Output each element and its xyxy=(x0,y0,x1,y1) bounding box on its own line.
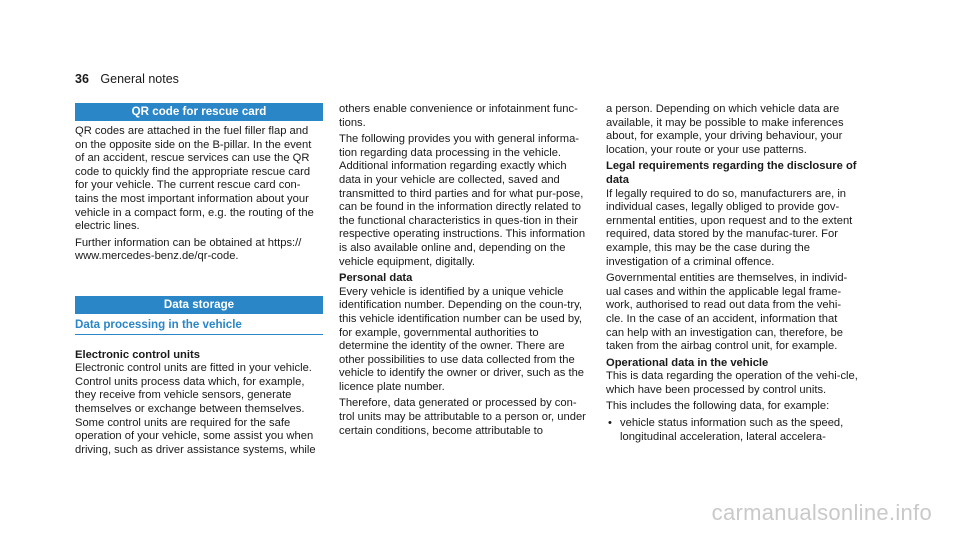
spacer xyxy=(75,267,323,296)
data-processing-heading: Data processing in the vehicle xyxy=(75,318,323,335)
paragraph: The following provides you with general informa-tion regarding data processing in the vehicle. Additional information regarding exactly which data in your vehicle are collected, saved and transmitted to third parties and for what pur-pose, can be found in the information directly related to the functional characteristics in ques-tion in their respective operating instructions. This information is also available online and, depending on the vehicle equipment, digitally. xyxy=(339,133,586,268)
paragraph: Governmental entities are themselves, in individ-ual cases and within the applicable legal frame-work, authorised to read out data from the vehi-cle. In the case of an accident, information that can help with an investigation can, therefore, be taken from the airbag control unit, for example. xyxy=(606,272,848,353)
paragraph: This is data regarding the operation of the vehi-cle, which have been processed by control units. xyxy=(606,370,858,396)
qr-code-further-info: Further information can be obtained at https:// www.mercedes-benz.de/qr-code. xyxy=(75,236,302,263)
data-storage-heading: Data storage xyxy=(75,296,323,314)
paragraph: Every vehicle is identified by a unique vehicle identification number. Depending on the coun-try, this vehicle identification number can be used by, for example, governmental authorities to determine the identity of the owner. There are other possibilities to use data collected from the vehicle to identify the owner or driver, such as the licence plate number. xyxy=(339,285,585,393)
paragraph: This includes the following data, for example: xyxy=(606,400,830,413)
watermark: carmanualsonline.info xyxy=(711,500,932,525)
operational-data-list xyxy=(606,417,858,444)
paragraph: a person. Depending on which vehicle data are available, it may be possible to make inferences about, for example, your driving behaviour, your location, your route or your use patterns. xyxy=(606,103,844,156)
page-header xyxy=(75,72,179,86)
column-1 xyxy=(75,103,323,460)
ecu-text: Electronic control units are fitted in your vehicle. Control units process data which, for example, they receive from vehicle sensors, generate themselves or exchange between themselves. Some control units are required for the safe operation of your vehicle, some assist you when driving, such as driver assistance systems, while xyxy=(75,362,316,456)
ecu-heading: Electronic control units xyxy=(75,348,200,361)
paragraph: others enable convenience or infotainment func-tions. xyxy=(339,103,578,129)
personal-data-heading: Personal data xyxy=(339,272,413,285)
list-item-text: vehicle status information such as the speed, longitudinal acceleration, lateral accelera- xyxy=(620,417,844,443)
qr-code-heading: QR code for rescue card xyxy=(75,103,323,121)
qr-code-text: QR codes are attached in the fuel filler flap and on the opposite side on the B-pillar. In the event of an accident, rescue services can use the QR code to quickly find the appropriate rescue card for your vehicle. The current rescue card con-tains the most important information about your vehicle in a compact form, e.g. the routing of the electric lines. xyxy=(75,125,314,233)
page-number: 36 xyxy=(75,72,89,86)
paragraph: Therefore, data generated or processed by con-trol units may be attributable to a person or, under certain conditions, become attributable to xyxy=(339,397,586,437)
header-section-title: General notes xyxy=(100,72,179,86)
paragraph: If legally required to do so, manufacturers are, in individual cases, legally obliged to provide gov-ernmental entities, upon request and to the extent required, data stored by the manufac-turer. For example, this may be the case during the investigation of a criminal offence. xyxy=(606,187,853,268)
legal-requirements-heading: Legal requirements regarding the disclosure of data xyxy=(606,160,857,186)
list-item xyxy=(608,417,858,444)
operational-data-heading: Operational data in the vehicle xyxy=(606,356,769,369)
column-3 xyxy=(606,103,858,444)
bullet-icon: • xyxy=(608,417,612,430)
column-2 xyxy=(339,103,591,441)
